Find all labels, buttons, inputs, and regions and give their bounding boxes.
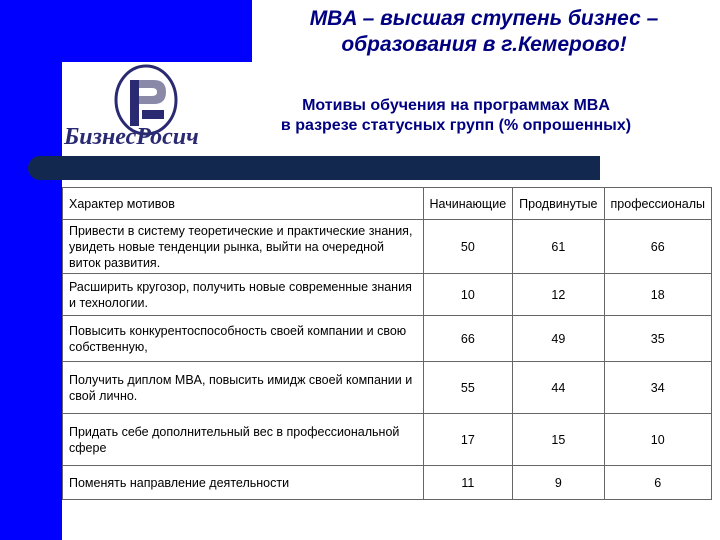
value-cell: 35	[604, 316, 711, 362]
value-cell: 55	[423, 362, 513, 414]
table-header-row	[63, 188, 712, 220]
value-cell: 15	[513, 414, 604, 466]
slide-title-line1: MBA – высшая ступень бизнес –	[309, 7, 659, 30]
value-cell: 66	[423, 316, 513, 362]
value-cell: 44	[513, 362, 604, 414]
motives-table	[62, 187, 712, 500]
header-motive: Характер мотивов	[63, 188, 424, 220]
value-cell: 10	[604, 414, 711, 466]
value-cell: 66	[604, 220, 711, 274]
value-cell: 49	[513, 316, 604, 362]
value-cell: 50	[423, 220, 513, 274]
value-cell: 18	[604, 274, 711, 316]
motive-cell: Поменять направление деятельности	[63, 466, 424, 500]
value-cell: 12	[513, 274, 604, 316]
value-cell: 6	[604, 466, 711, 500]
motive-cell: Расширить кругозор, получить новые современные знания и технологии.	[63, 274, 424, 316]
table-subtitle	[232, 96, 680, 136]
motive-cell: Привести в систему теоретические и практические знания, увидеть новые тенденции рынка, выйти на очередной виток развития.	[63, 220, 424, 274]
slide-title	[258, 6, 710, 58]
motive-cell: Придать себе дополнительный вес в профессиональной сфере	[63, 414, 424, 466]
motive-cell: Получить диплом MBA, повысить имидж своей компании и свой лично.	[63, 362, 424, 414]
company-logo	[60, 58, 230, 158]
value-cell: 11	[423, 466, 513, 500]
table-row	[63, 362, 712, 414]
motive-cell: Повысить конкурентоспособность своей компании и свою собственную,	[63, 316, 424, 362]
top-blue-band	[0, 0, 252, 62]
value-cell: 9	[513, 466, 604, 500]
slide-title-line2: образования в г.Кемерово!	[341, 33, 627, 56]
value-cell: 17	[423, 414, 513, 466]
value-cell: 61	[513, 220, 604, 274]
header-advanced: Продвинутые	[513, 188, 604, 220]
logo-text: БизнесРосич	[64, 124, 199, 150]
table-row	[63, 274, 712, 316]
subtitle-line2: в разрезе статусных групп (% опрошенных)	[280, 117, 632, 134]
table-row	[63, 466, 712, 500]
table-row	[63, 316, 712, 362]
value-cell: 34	[604, 362, 711, 414]
header-professionals: профессионалы	[604, 188, 711, 220]
subtitle-line1: Мотивы обучения на программах MBA	[302, 97, 610, 114]
table-row	[63, 220, 712, 274]
divider-bar	[28, 156, 600, 180]
value-cell: 10	[423, 274, 513, 316]
left-blue-band	[0, 0, 62, 540]
header-beginners: Начинающие	[423, 188, 513, 220]
table-row	[63, 414, 712, 466]
